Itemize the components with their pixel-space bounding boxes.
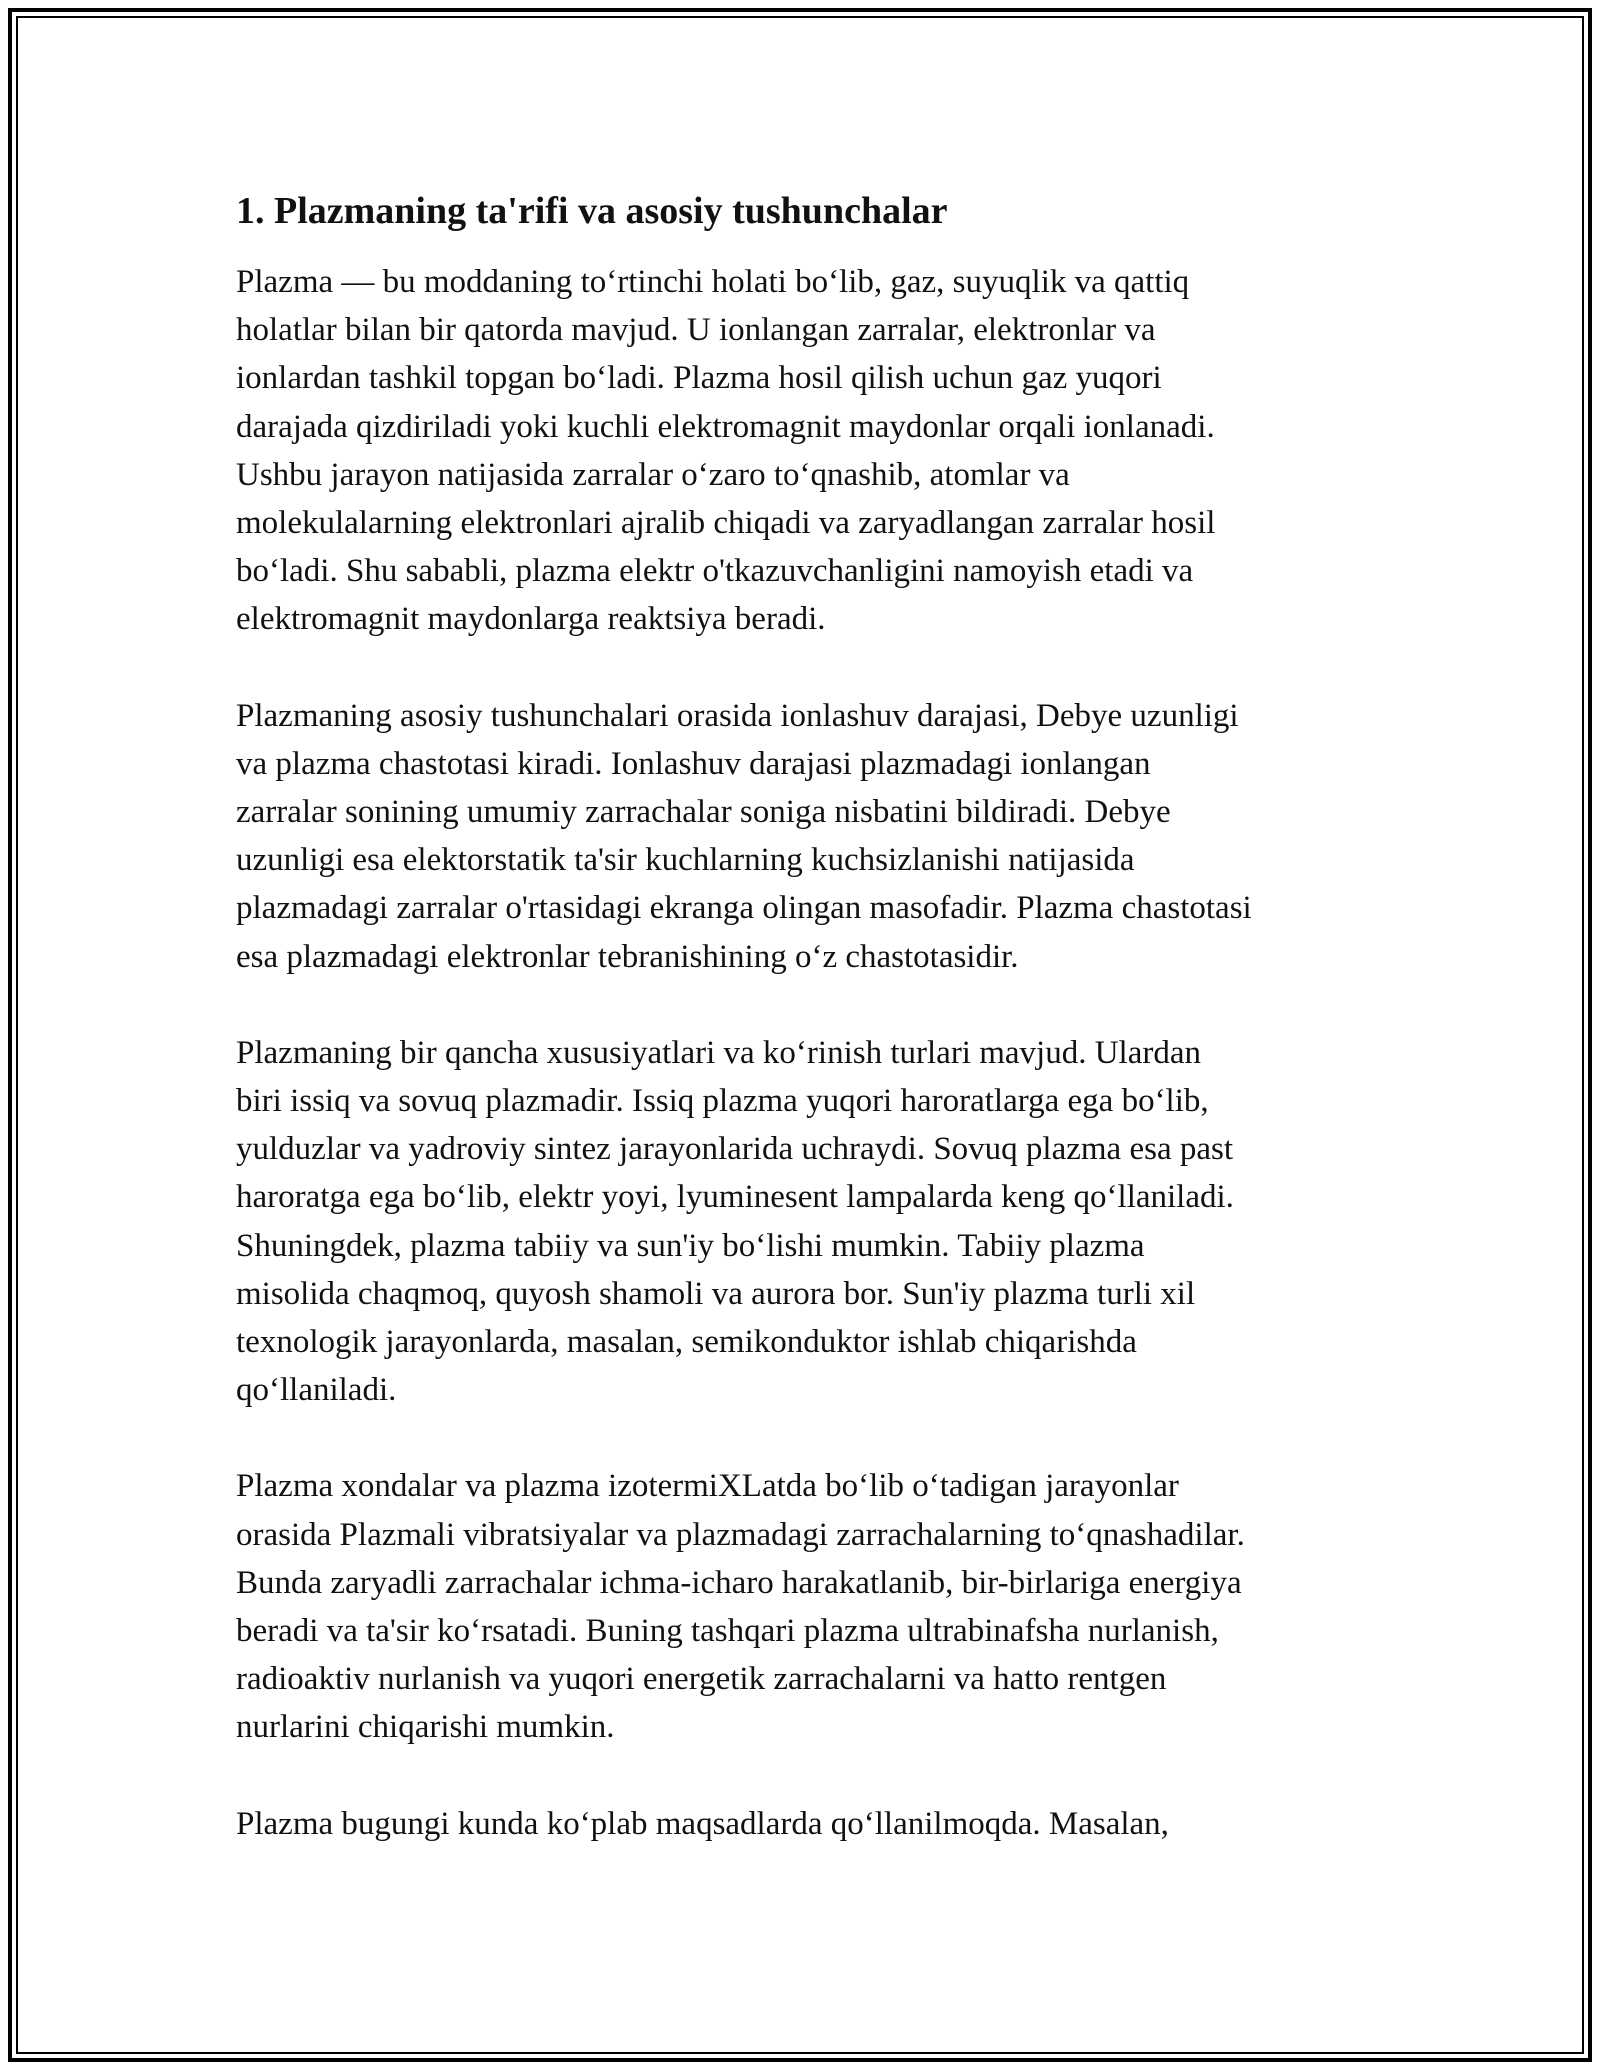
text-line: bo‘ladi. Shu sababli, plazma elektr o'tkazuvchanligini namoyish etadi va [236,553,1194,590]
text-line: biri issiq va sovuq plazmadir. Issiq plazma yuqori haroratlarga ega bo‘lib, [236,1083,1209,1120]
text-line: Plazmaning bir qancha xususiyatlari va ko‘rinish turlari mavjud. Ulardan [236,1034,1201,1071]
text-line: zarralar sonining umumiy zarrachalar soniga nisbatini bildiradi. Debye [236,794,1171,831]
text-line: ionlardan tashkil topgan bo‘ladi. Plazma hosil qilish uchun gaz yuqori [236,360,1162,397]
text-line: nurlarini chiqarishi mumkin. [236,1709,615,1746]
text-line: Shuningdek, plazma tabiiy va sun'iy bo‘lishi mumkin. Tabiiy plazma [236,1227,1145,1264]
text-line: Plazma bugungi kunda ko‘plab maqsadlarda qo‘llanilmoqda. Masalan, [236,1805,1169,1842]
paragraph-basic-concepts [236,692,1376,981]
text-line: orasida Plazmali vibratsiyalar va plazmadagi zarrachalarning to‘qnashadilar. [236,1516,1245,1553]
text-line: darajada qizdiriladi yoki kuchli elektromagnit maydonlar orqali ionlanadi. [236,408,1215,445]
text-line: radioaktiv nurlanish va yuqori energetik zarrachalarni va hatto rentgen [236,1661,1167,1698]
text-line: qo‘llaniladi. [236,1372,397,1409]
paragraph-definition [236,258,1376,644]
text-line: plazmadagi zarralar o'rtasidagi ekranga olingan masofadir. Plazma chastotasi [236,890,1252,927]
text-line: yulduzlar va yadroviy sintez jarayonlarida uchraydi. Sovuq plazma esa past [236,1131,1233,1168]
text-line: beradi va ta'sir ko‘rsatadi. Buning tashqari plazma ultrabinafsha nurlanish, [236,1613,1219,1650]
text-line: uzunligi esa elektorstatik ta'sir kuchlarning kuchsizlanishi natijasida [236,842,1135,879]
text-line: Bunda zaryadli zarrachalar ichma-icharo harakatlanib, bir-birlariga energiya [236,1564,1242,1601]
text-line: esa plazmadagi elektronlar tebranishining o‘z chastotasidir. [236,938,1019,975]
paragraph-applications [236,1800,1376,1848]
text-line: Plazma xondalar va plazma izotermiXLatda bo‘lib o‘tadigan jarayonlar [236,1468,1179,1505]
text-line: elektromagnit maydonlarga reaktsiya beradi. [236,601,826,638]
paragraph-plasma-types [236,1029,1376,1415]
text-line: haroratga ega bo‘lib, elektr yoyi, lyuminesent lampalarda keng qo‘llaniladi. [236,1179,1234,1216]
paragraph-processes [236,1462,1376,1751]
text-line: Ushbu jarayon natijasida zarralar o‘zaro to‘qnashib, atomlar va [236,456,1070,493]
text-line: va plazma chastotasi kiradi. Ionlashuv darajasi plazmadagi ionlangan [236,745,1151,782]
document-body [236,186,1376,1896]
text-line: Plazmaning asosiy tushunchalari orasida ionlashuv darajasi, Debye uzunligi [236,697,1239,734]
text-line: misolida chaqmoq, quyosh shamoli va aurora bor. Sun'iy plazma turli xil [236,1275,1196,1312]
section-heading: 1. Plazmaning ta'rifi va asosiy tushunchalar [236,190,948,232]
text-line: molekulalarning elektronlari ajralib chiqadi va zaryadlangan zarralar hosil [236,505,1216,542]
text-line: Plazma — bu moddaning to‘rtinchi holati bo‘lib, gaz, suyuqlik va qattiq [236,264,1190,300]
text-line: texnologik jarayonlarda, masalan, semikonduktor ishlab chiqarishda [236,1324,1137,1361]
text-line: holatlar bilan bir qatorda mavjud. U ionlangan zarralar, elektronlar va [236,312,1156,349]
